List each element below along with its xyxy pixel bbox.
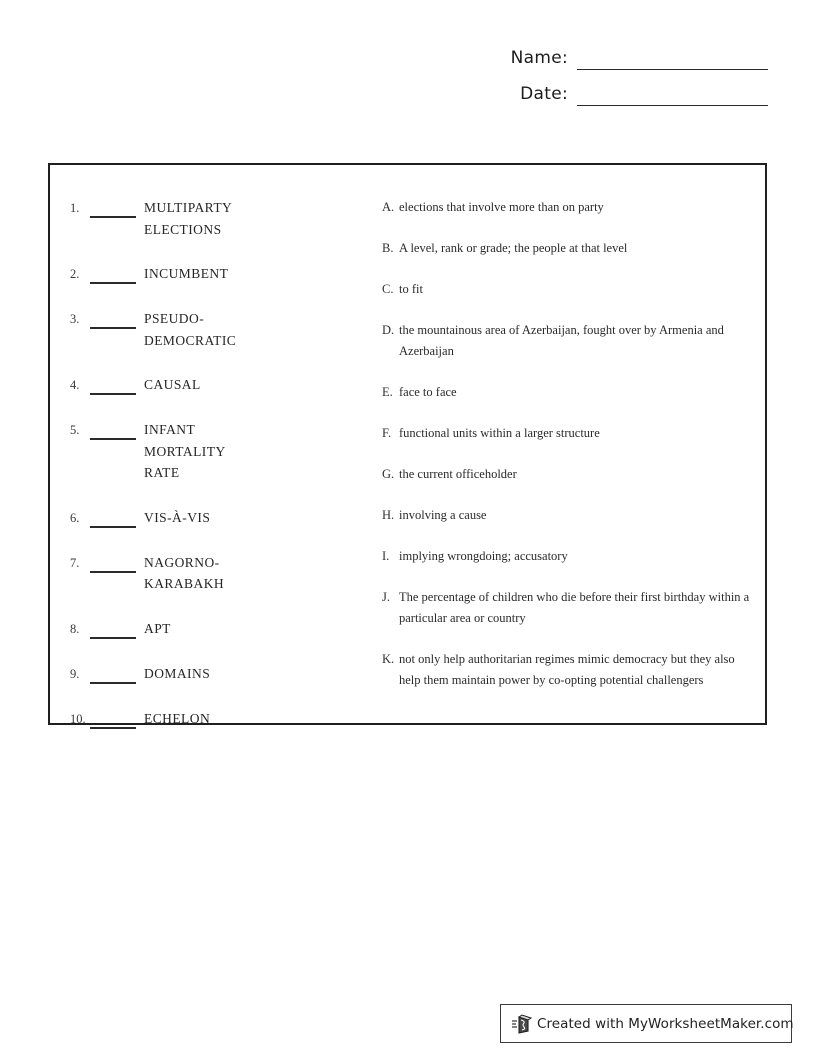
name-row [0, 48, 768, 70]
definitions-column [370, 187, 751, 723]
definition-text: implying wrongdoing; accusatory [399, 549, 568, 563]
definition-text: functional units within a larger structure [399, 426, 600, 440]
definition-item [382, 238, 751, 259]
definition-letter: I. [382, 549, 390, 563]
term-number: 7. [70, 555, 80, 570]
definition-letter: E. [382, 385, 393, 399]
definition-letter: H. [382, 508, 395, 522]
term-answer-blank[interactable] [90, 666, 136, 684]
term-number: 4. [70, 378, 80, 392]
definition-item [382, 464, 751, 485]
date-input-line[interactable] [577, 85, 768, 106]
definition-text: the current officeholder [399, 467, 517, 481]
term-item [70, 618, 370, 640]
definition-letter: J. [382, 590, 390, 604]
definition-text: The percentage of children who die before their first birthday within a particular area or country [399, 590, 750, 625]
term-answer-blank[interactable] [90, 422, 136, 440]
term-number: 5. [70, 423, 80, 437]
worksheet-columns [50, 165, 765, 726]
definition-letter: D. [382, 323, 395, 337]
definition-letter: K. [382, 652, 395, 666]
definition-text: involving a cause [399, 508, 487, 522]
term-number: 9. [70, 666, 80, 681]
term-item [70, 507, 370, 529]
definition-item [382, 320, 751, 362]
term-answer-blank[interactable] [90, 711, 136, 729]
term-item [70, 708, 370, 730]
term-number: 10. [70, 711, 86, 726]
term-answer-blank[interactable] [90, 377, 136, 395]
definition-item [382, 423, 751, 444]
definition-item [382, 587, 751, 629]
header-name-date-block [0, 48, 768, 120]
term-item [70, 663, 370, 685]
term-number: 8. [70, 621, 80, 636]
definition-item [382, 279, 751, 300]
terms-column [64, 187, 370, 726]
date-row [0, 84, 768, 106]
badge-label: Created with MyWorksheetMaker.com [537, 1015, 794, 1032]
term-item [70, 263, 370, 285]
name-input-line[interactable] [577, 49, 768, 70]
term-answer-blank[interactable] [90, 621, 136, 639]
definition-letter: C. [382, 282, 394, 296]
term-answer-blank[interactable] [90, 555, 136, 573]
definition-text: A level, rank or grade; the people at that level [399, 241, 628, 255]
term-label: INFANT MORTALITY RATE [144, 422, 226, 480]
term-label: ECHELON [144, 710, 211, 726]
date-label: Date: [520, 84, 568, 104]
definition-text: the mountainous area of Azerbaijan, fought over by Armenia and Azerbaijan [399, 323, 724, 358]
term-item [70, 197, 370, 240]
term-item [70, 419, 370, 484]
term-label: PSEUDO-DEMOCRATIC [144, 311, 237, 348]
term-answer-blank[interactable] [90, 311, 136, 329]
term-number: 2. [70, 267, 80, 281]
definition-item [382, 546, 751, 567]
term-label: MULTIPARTY ELECTIONS [144, 200, 232, 237]
term-label: DOMAINS [144, 665, 211, 681]
definition-item [382, 197, 751, 218]
definition-letter: A. [382, 200, 395, 214]
term-label: INCUMBENT [144, 266, 229, 281]
term-item [70, 552, 370, 595]
term-label: VIS-À-VIS [144, 509, 211, 525]
term-number: 6. [70, 510, 80, 525]
definition-text: elections that involve more than on party [399, 200, 604, 214]
term-number: 1. [70, 201, 80, 215]
definition-text: not only help authoritarian regimes mimic democracy but they also help them maintain power by co-opting potential challengers [399, 652, 735, 687]
worksheet-maker-logo-icon [507, 1013, 537, 1035]
definition-item [382, 505, 751, 526]
definition-item [382, 649, 751, 691]
term-item [70, 308, 370, 351]
term-label: APT [144, 620, 171, 636]
definition-letter: B. [382, 241, 394, 255]
definition-item [382, 382, 751, 403]
term-number: 3. [70, 312, 80, 326]
definition-letter: F. [382, 426, 392, 440]
definition-text: to fit [399, 282, 423, 296]
term-item [70, 374, 370, 396]
worksheet-matching-box [48, 163, 767, 725]
term-answer-blank[interactable] [90, 200, 136, 218]
definition-text: face to face [399, 385, 457, 399]
created-with-badge[interactable] [500, 1004, 792, 1043]
definition-letter: G. [382, 467, 395, 481]
term-label: CAUSAL [144, 377, 201, 392]
name-label: Name: [510, 48, 568, 68]
term-answer-blank[interactable] [90, 266, 136, 284]
term-answer-blank[interactable] [90, 510, 136, 528]
term-label: NAGORNO-KARABAKH [144, 554, 225, 591]
